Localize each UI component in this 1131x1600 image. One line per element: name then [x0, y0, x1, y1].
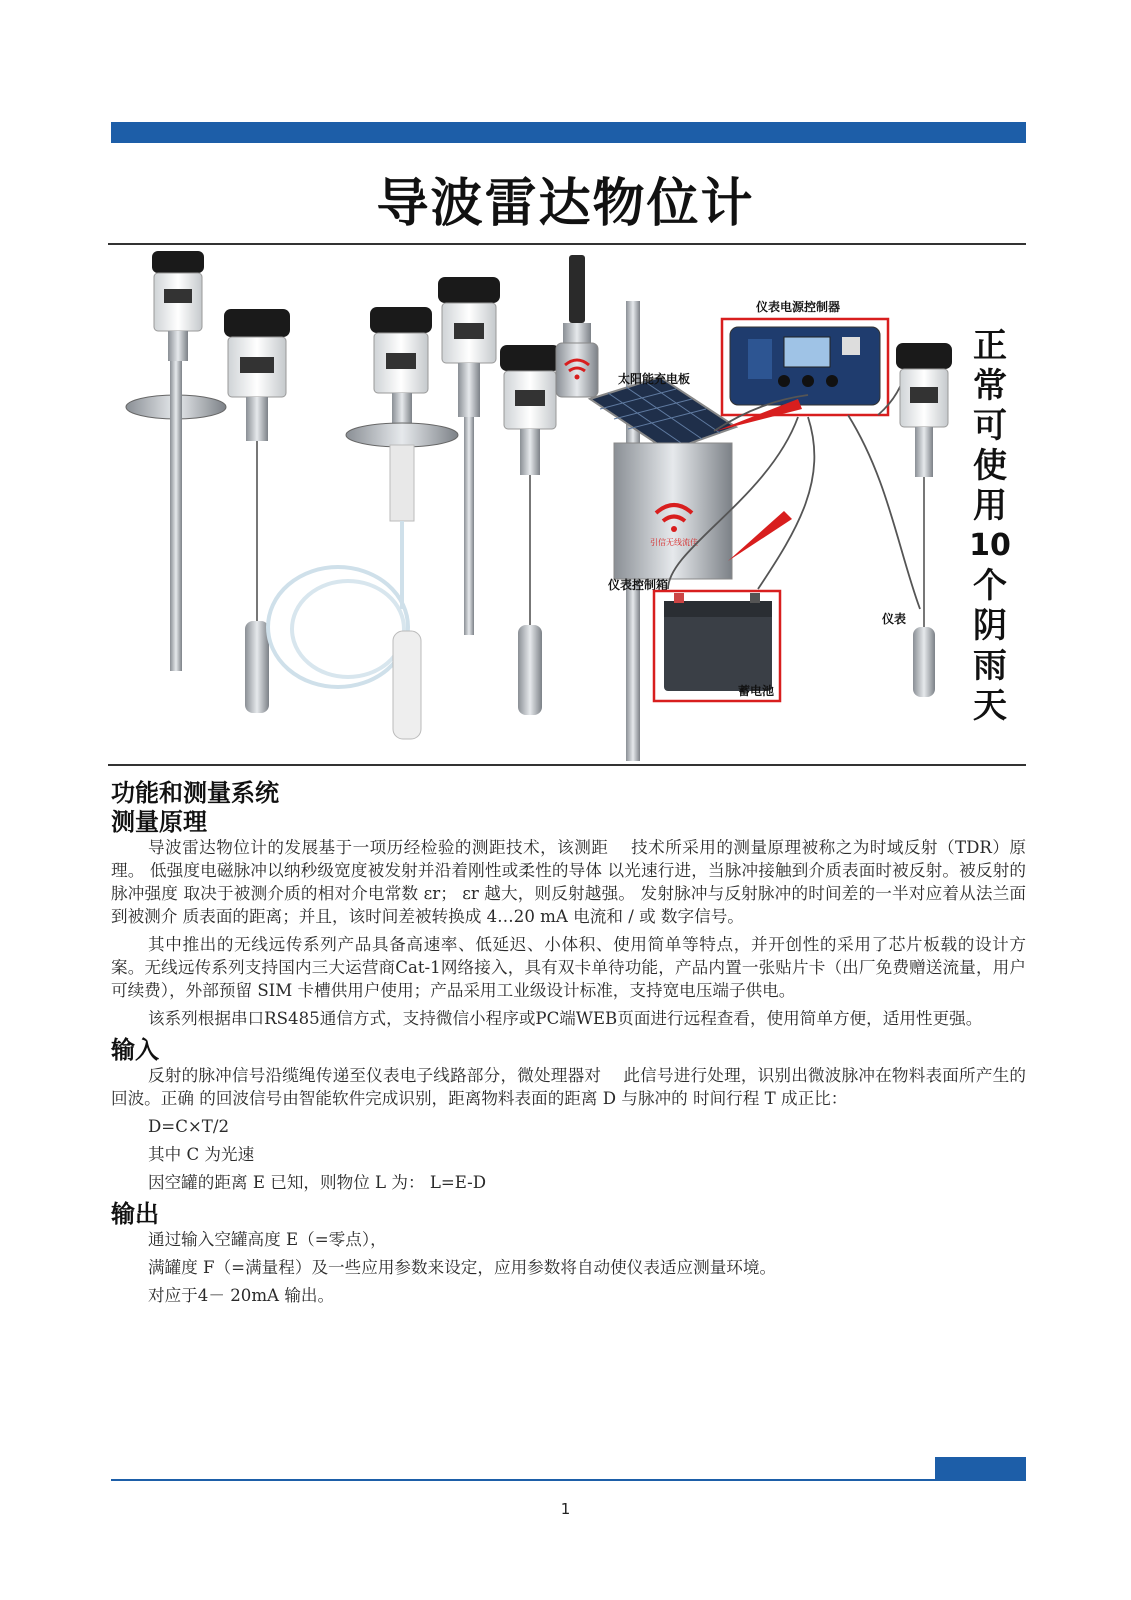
formula-distance: D=C×T/2	[148, 1117, 230, 1136]
slogan-char: 正	[973, 326, 1007, 366]
solar-panel	[590, 371, 736, 451]
radar-level-meter-4	[438, 277, 500, 635]
slogan-char: 天	[973, 686, 1007, 726]
label-solar-panel: 太阳能充电板	[618, 372, 691, 386]
output-line-2: 满罐度 F（=满量程）及一些应用参数来设定，应用参数将自动使仪表适应测量环境。	[148, 1258, 777, 1277]
slogan-char: 可	[973, 406, 1007, 446]
section-heading-function: 功能和测量系统	[111, 778, 279, 807]
label-control-box: 仪表控制箱	[608, 578, 669, 592]
slogan-vertical	[969, 326, 1011, 726]
power-controller	[722, 299, 888, 415]
radar-level-meter-6	[881, 343, 952, 697]
page-title: 导波雷达物位计	[376, 174, 755, 234]
radar-level-meter-5	[500, 345, 560, 715]
title-divider	[108, 243, 1026, 245]
label-battery: 蓄电池	[738, 684, 775, 698]
slogan-char: 用	[973, 486, 1007, 526]
radar-level-meter-2	[224, 309, 290, 713]
output-line-3: 对应于4－ 20mA 输出。	[148, 1286, 335, 1305]
radar-level-meter-1	[126, 251, 226, 671]
radar-level-meter-3	[268, 307, 458, 739]
slogan-char: 雨	[973, 646, 1007, 686]
page-number: 1	[560, 1500, 571, 1518]
footer-rule	[111, 1479, 1026, 1481]
figure-divider	[108, 764, 1026, 766]
battery	[654, 591, 780, 701]
formula-note: 其中 C 为光速	[148, 1145, 255, 1164]
paragraph-wireless: 其中推出的无线远传系列产品具备高速率、低延迟、小体积、使用简单等特点，并开创性的采用了芯片板载的设计方案。无线远传系列支持国内三大运营商Cat-1网络接入，具有双卡单待功能，产品内置一张贴片卡（出厂免费赠送流量，用户可续费），外部预留 SIM 卡槽供用户使用；产品采用工业级设计标准，支持宽电压端子供电。	[111, 935, 1026, 1000]
box-logo-text: 引信无线流佳	[650, 538, 698, 547]
instrument-control-box	[607, 443, 732, 592]
section-heading-principle: 测量原理	[111, 807, 207, 836]
slogan-char: 常	[973, 366, 1007, 406]
slogan-char: 阴	[973, 606, 1007, 646]
paragraph-rs485: 该系列根据串口RS485通信方式，支持微信小程序或PC端WEB页面进行远程查看，使用简单方便，适用性更强。	[148, 1009, 983, 1028]
paragraph-input: 反射的脉冲信号沿缆绳传递至仪表电子线路部分，微处理器对 此信号进行处理，识别出微波脉冲在物料表面所产生的回波。正确 的回波信号由智能软件完成识别，距离物料表面的距离 D 与脉冲的 时间行程 T 成正比：	[111, 1066, 1026, 1108]
formula-level: 因空罐的距离 E 已知，则物位 L 为： L=E-D	[148, 1173, 487, 1192]
main-content	[111, 778, 1026, 1312]
footer-accent	[935, 1457, 1026, 1479]
slogan-char: 使	[973, 446, 1007, 486]
label-meter: 仪表	[882, 612, 907, 626]
header-band	[111, 122, 1026, 143]
label-power-controller: 仪表电源控制器	[756, 300, 841, 314]
section-heading-output: 输出	[111, 1199, 159, 1228]
output-line-1: 通过输入空罐高度 E（=零点），	[148, 1230, 387, 1249]
slogan-char: 个	[973, 566, 1007, 606]
wireless-antenna-unit	[556, 255, 598, 397]
paragraph-principle: 导波雷达物位计的发展基于一项历经检验的测距技术，该测距 技术所采用的测量原理被称之为时域反射（TDR）原理。 低强度电磁脉冲以纳秒级宽度被发射并沿着刚性或柔性的导体 以光速行进，当脉冲接触到介质表面时被反射。被反射的脉冲强度 取决于被测介质的相对介电常数 εr； εr 越大，则反射越强。 发射脉冲与反射脉冲的时间差的一半对应着从法兰面到被测介 质表面的距离；并且，该时间差被转换成 4…20 mA 电流和 / 或 数字信号。	[111, 838, 1026, 926]
product-figure	[108, 249, 1026, 763]
product-illustration	[108, 249, 1026, 763]
slogan-char: 10	[969, 528, 1011, 563]
section-heading-input: 输入	[111, 1035, 159, 1064]
